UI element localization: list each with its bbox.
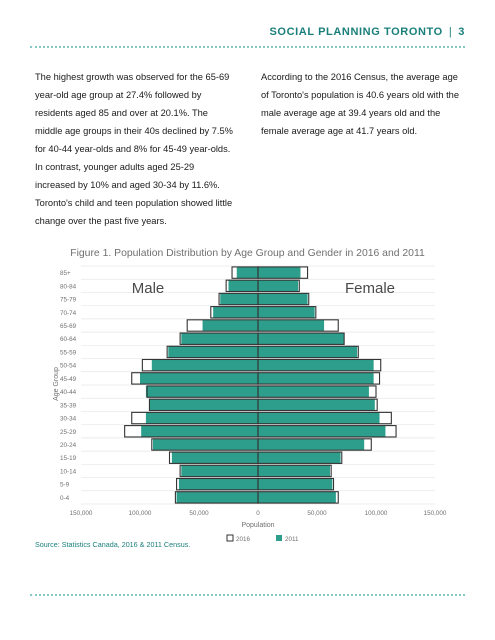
- org-name: SOCIAL PLANNING TORONTO: [269, 26, 443, 38]
- bar-female-2016: [258, 267, 300, 278]
- bar-female-2016: [258, 492, 336, 503]
- y-tick-label: 65-69: [60, 323, 77, 330]
- bar-male-2016: [229, 280, 259, 291]
- bar-female-2016: [258, 293, 308, 304]
- bar-female-2016: [258, 439, 364, 450]
- x-tick-label: 100,000: [364, 510, 388, 517]
- header-separator: |: [448, 26, 453, 38]
- y-tick-label: 75-79: [60, 296, 77, 304]
- bar-female-2016: [258, 426, 385, 437]
- bar-female-2016: [258, 386, 369, 397]
- legend-label: 2011: [285, 536, 299, 543]
- y-tick-label: 70-74: [60, 309, 77, 317]
- bar-male-2016: [153, 439, 258, 450]
- bar-male-2016: [168, 346, 258, 357]
- legend-label: 2016: [236, 536, 251, 543]
- bar-male-2016: [213, 307, 258, 318]
- bar-male-2016: [237, 267, 258, 278]
- bar-male-2016: [181, 465, 258, 476]
- y-tick-label: 30-34: [60, 415, 77, 423]
- x-tick-label: 100,000: [128, 510, 152, 517]
- bar-male-2016: [146, 386, 258, 397]
- y-tick-label: 25-29: [60, 428, 77, 436]
- y-tick-label: 15-19: [60, 455, 77, 463]
- y-tick-label: 50-54: [60, 362, 77, 370]
- bar-female-2016: [258, 373, 374, 384]
- bar-female-2016: [258, 280, 298, 291]
- bar-male-2016: [220, 293, 258, 304]
- figure-title: Figure 1. Population Distribution by Age Group and Gender in 2016 and 2011: [70, 248, 425, 259]
- y-tick-label: 85+: [60, 270, 71, 278]
- bar-male-2016: [152, 359, 258, 370]
- y-axis-title: Age Group: [53, 367, 60, 401]
- x-tick-label: 150,000: [423, 510, 447, 517]
- bar-female-2016: [258, 478, 332, 489]
- bar-female-2016: [258, 320, 324, 331]
- bar-male-2016: [203, 320, 258, 331]
- bar-female-2016: [258, 452, 341, 463]
- bar-female-2016: [258, 333, 344, 344]
- x-tick-label: 50,000: [189, 510, 209, 517]
- body-text-left: The highest growth was observed for the 65-69 year-old age group at 27.4% followed by residents aged 85 and over at 20.1%. The middle age groups in their 40s declined by 7.5% for 40-44 year-olds and 8% for 45-49 year-olds. In contrast, younger adults aged 25-29 increased by 10% and aged 30-34 by 11.6%. Toronto's child and teen population showed little change over the past five years.: [35, 72, 233, 226]
- body-text-right: According to the 2016 Census, the average age of Toronto's population is 40.6 years old with the male average age at 39.4 years old and the female average age at 41.7 years old.: [261, 72, 459, 136]
- y-tick-label: 20-24: [60, 442, 77, 449]
- y-tick-label: 45-49: [60, 375, 77, 383]
- page-number: 3: [458, 26, 465, 38]
- y-tick-label: 40-44: [60, 389, 77, 397]
- bar-male-2016: [172, 452, 258, 463]
- bar-female-2016: [258, 412, 380, 423]
- bar-female-2016: [258, 307, 315, 318]
- bar-male-2016: [146, 412, 258, 423]
- bar-female-2016: [258, 399, 375, 410]
- x-tick-label: 150,000: [69, 510, 93, 517]
- legend-swatch-filled: [276, 535, 282, 541]
- y-tick-label: 5-9: [60, 481, 70, 489]
- bar-male-2016: [181, 333, 258, 344]
- bar-male-2016: [177, 492, 258, 503]
- y-tick-label: 60-64: [60, 336, 77, 344]
- figure-source: Source: Statistics Canada, 2016 & 2011 Census.: [35, 540, 191, 549]
- bar-female-2016: [258, 346, 357, 357]
- bar-male-2016: [149, 399, 258, 410]
- legend-swatch-outline: [227, 535, 233, 541]
- x-axis-title: Population: [241, 522, 275, 529]
- y-tick-label: 35-39: [60, 402, 77, 410]
- bar-male-2016: [140, 373, 258, 384]
- x-tick-label: 0: [256, 510, 260, 517]
- female-label: Female: [344, 280, 396, 297]
- y-tick-label: 10-14: [60, 468, 77, 476]
- bar-female-2016: [258, 465, 330, 476]
- y-tick-label: 0-4: [60, 494, 70, 502]
- bottom-dotted-divider: [30, 594, 465, 596]
- male-label: Male: [131, 280, 165, 297]
- bar-male-2016: [179, 478, 258, 489]
- y-tick-label: 80-84: [60, 283, 77, 291]
- x-tick-label: 50,000: [307, 510, 327, 517]
- bar-female-2016: [258, 359, 374, 370]
- bar-male-2016: [141, 426, 258, 437]
- y-tick-label: 55-59: [60, 349, 77, 357]
